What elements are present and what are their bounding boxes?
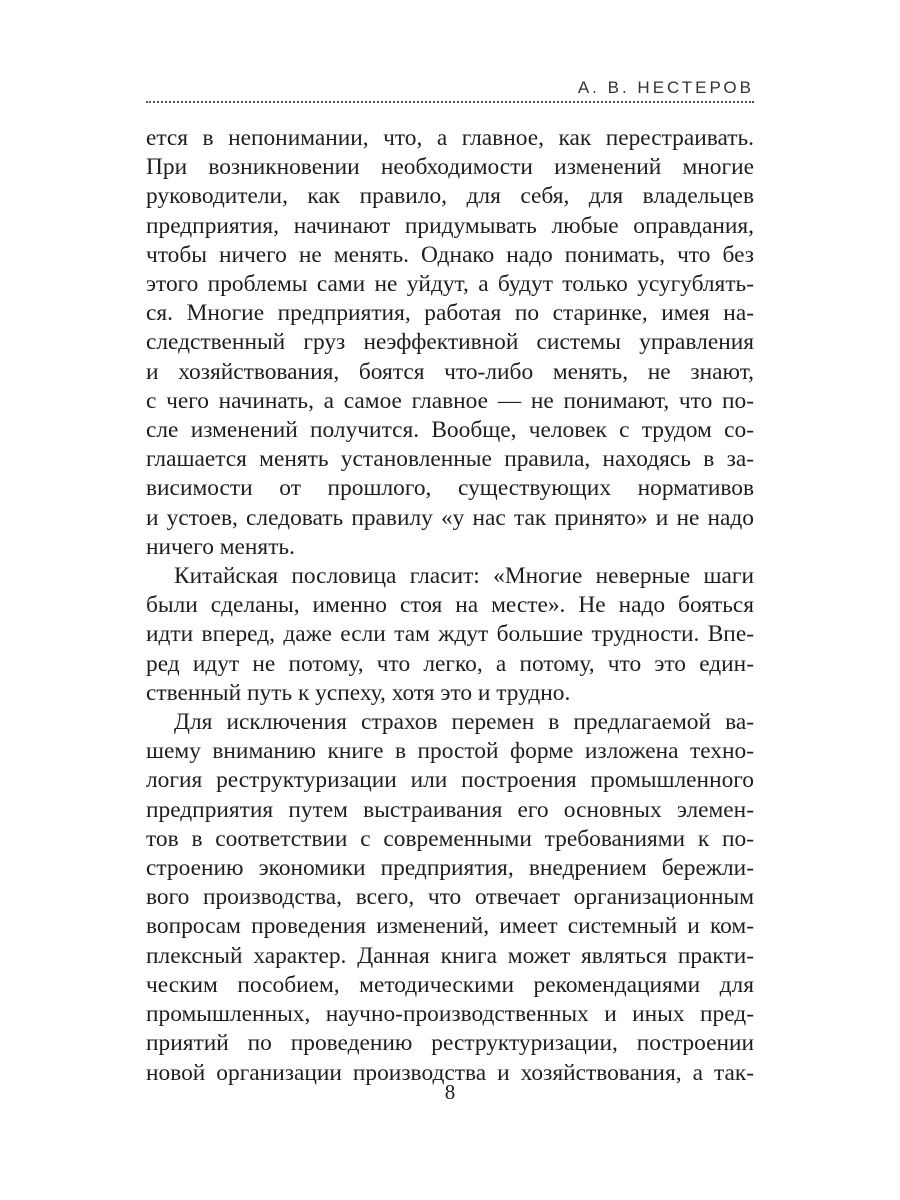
text-line: предприятия, начинают придумывать любые оправдания, (146, 212, 754, 239)
text-line: приятий по проведению реструктуризации, построении (146, 1030, 754, 1057)
text-line: Для исключения страхов перемен в предлагаемой ва- (174, 709, 754, 736)
text-line: шему вниманию книге в простой форме изложена техно- (146, 738, 754, 765)
text-line: плексный характер. Данная книга может являться практи- (146, 942, 754, 969)
running-head: А. В. НЕСТЕРОВ (577, 78, 754, 97)
page-number: 8 (444, 1080, 456, 1104)
text-line: новой организации производства и хозяйствования, а так- (146, 1059, 754, 1086)
header-dotted-rule (146, 101, 754, 103)
text-line: и устоев, следовать правилу «у нас так принято» и не надо (146, 504, 754, 531)
text-line: вого производства, всего, что отвечает организационным (146, 884, 754, 911)
text-line: ред идут не потому, что легко, а потому, что это един- (146, 650, 754, 677)
text-line: сле изменений получится. Вообще, человек с трудом со- (146, 417, 754, 444)
text-line: промышленных, научно-производственных и иных пред- (146, 1001, 754, 1028)
text-line: руководители, как правило, для себя, для владельцев (146, 183, 754, 210)
text-line: с чего начинать, а самое главное — не понимают, что по- (146, 387, 754, 414)
text-line: глашается менять установленные правила, находясь в за- (146, 446, 754, 473)
text-line: строению экономики предприятия, внедрением бережли- (146, 855, 754, 882)
text-line: тов в соответствии с современными требованиями к по- (146, 825, 754, 852)
text-line: ственный путь к успеху, хотя это и трудно. (146, 679, 571, 706)
text-line: предприятия путем выстраивания его основных элемен- (146, 796, 754, 823)
text-line: висимости от прошлого, существующих нормативов (146, 475, 754, 502)
text-line: ется в непонимании, что, а главное, как перестраивать. (146, 125, 754, 151)
text-line: ческим пособием, методическими рекомендациями для (146, 971, 754, 998)
text-line: вопросам проведения изменений, имеет системный и ком- (146, 913, 754, 940)
text-line: были сделаны, именно стоя на месте». Не надо бояться (146, 592, 754, 619)
text-line: чтобы ничего не менять. Однако надо понимать, что без (146, 241, 754, 268)
text-line: Китайская пословица гласит: «Многие неверные шаги (174, 563, 754, 590)
text-line: логия реструктуризации или построения промышленного (146, 767, 754, 794)
text-line: При возникновении необходимости изменений многие (146, 154, 754, 181)
text-line: ся. Многие предприятия, работая по старинке, имея на- (146, 300, 754, 327)
text-line: идти вперед, даже если там ждут большие трудности. Впе- (146, 621, 754, 648)
body-text (146, 124, 754, 1088)
text-line: этого проблемы сами не уйдут, а будут только усугублять- (146, 271, 754, 298)
text-line: и хозяйствования, боятся что-либо менять, не знают, (146, 358, 754, 385)
text-line: следственный груз неэффективной системы управления (146, 329, 754, 356)
text-line: ничего менять. (146, 533, 295, 560)
